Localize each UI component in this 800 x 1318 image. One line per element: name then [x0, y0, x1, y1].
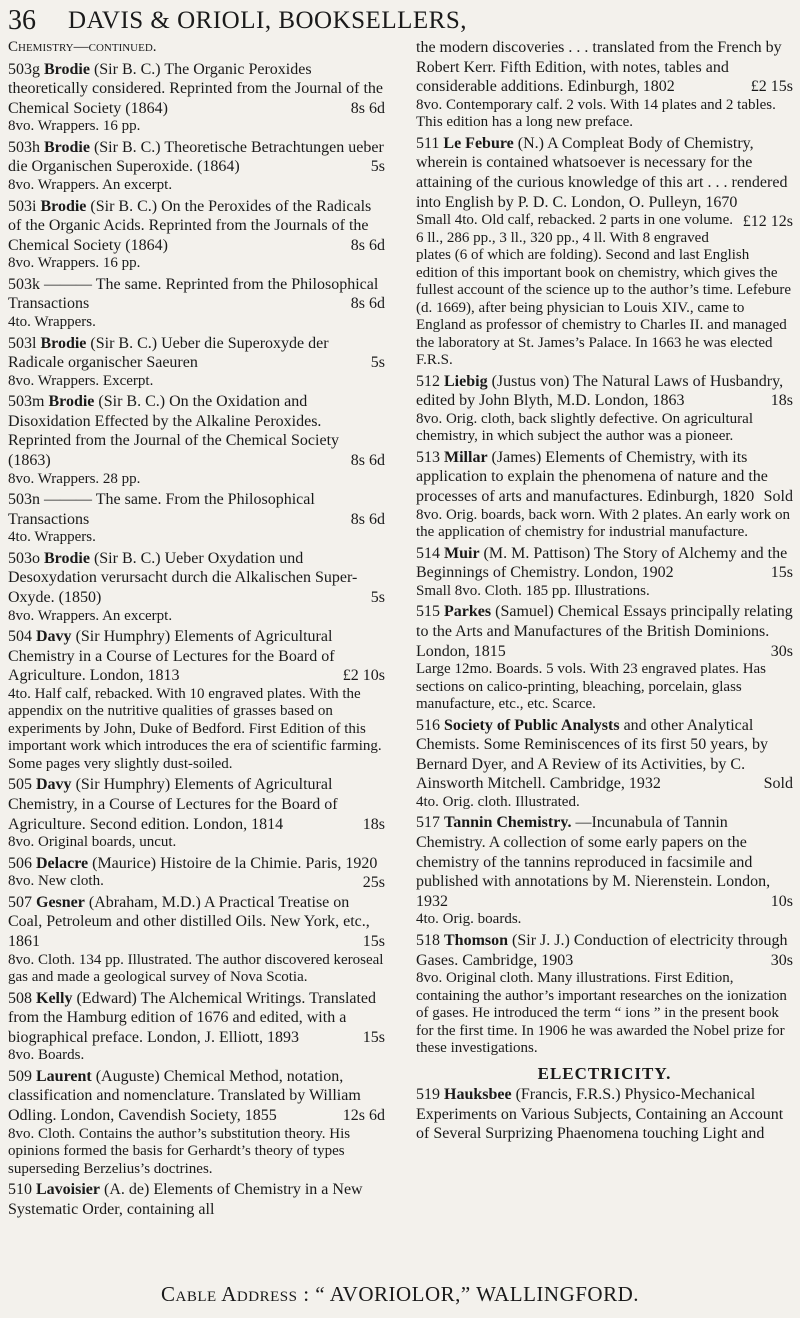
- entry-number: 503k: [8, 275, 40, 293]
- entry-author: Brodie: [44, 549, 90, 567]
- entry-price: 8s 6d: [350, 295, 385, 313]
- entry-title: (James) Elements of Chemistry, with its application to explain the phenomena of nature and the processes of arts and manufactures. Edinburgh, 1820: [416, 448, 768, 506]
- page-footer: [0, 1282, 800, 1307]
- entry-title: (Sir Humphry) Elements of Agricultural Chemistry, in a Course of Lectures for the Board of Agriculture. Second edition. London, 1814: [8, 776, 338, 833]
- entry-price: 8s 6d: [350, 236, 385, 254]
- catalogue-entry: [416, 602, 793, 713]
- entry-number: 518: [416, 931, 440, 949]
- entry-author: Muir: [444, 544, 480, 562]
- entry-number: 513: [416, 448, 440, 466]
- catalogue-entry: [416, 544, 793, 601]
- entry-price: 5s: [370, 588, 385, 606]
- entry-price: 12s 6d: [342, 1106, 385, 1124]
- entry-number: 517: [416, 814, 440, 832]
- cable-address: “ AVORIOLOR,” WALLINGFORD.: [315, 1282, 639, 1306]
- catalogue-entry: [8, 893, 385, 987]
- entry-title: (N.) A Compleat Body of Chemistry, wherein is contained whatsoever is necessary for the attaining of the curious knowledge of this art . . . rendered into English by P. D. C. London, O. Pulleyn, 1670: [416, 134, 788, 211]
- entry-author: Davy: [36, 776, 72, 794]
- entry-price: 8s 6d: [350, 452, 385, 469]
- entry-price: 18s: [362, 815, 385, 833]
- entry-title: (Sir J. J.) Conduction of electricity through Gases. Cambridge, 1903: [416, 931, 788, 969]
- catalogue-entry: [8, 1067, 385, 1178]
- entry-price: 25s: [362, 874, 385, 892]
- entry-number: 505: [8, 776, 32, 794]
- entry-description: 8vo. Wrappers. An excerpt.: [8, 177, 173, 194]
- cable-address-label: Cable Address :: [161, 1282, 310, 1306]
- entry-title: (Maurice) Histoire de la Chimie. Paris, 1920: [92, 854, 378, 872]
- entry-price: 18s: [770, 392, 793, 410]
- catalogue-entry: [8, 197, 385, 273]
- entry-number: 512: [416, 372, 440, 390]
- entry-author: Brodie: [40, 197, 87, 215]
- entry-description: 8vo. Cloth. Contains the author’s substitution theory. His opinions formed the basis for Gerhardt’s theory of types superseding Berzelius’s doctrines.: [8, 1125, 351, 1177]
- entry-title: and other Analytical Chemists. Some Reminiscences of its first 50 years, by Bernard Dyer, and A Review of its Activities, by C. Ainsworth Mitchell. Cambridge, 1932: [416, 716, 768, 793]
- entry-number: 515: [416, 603, 440, 621]
- catalogue-entry: [416, 448, 793, 542]
- entry-number: 503g: [8, 60, 40, 78]
- entry-price: 30s: [770, 951, 793, 969]
- entry-title: (Sir B. C.) On the Peroxides of the Radicals of the Organic Acids. Reprinted from the Journals of the Chemical Society (1864): [8, 197, 372, 254]
- entry-title: (Edward) The Alchemical Writings. Translated from the Hamburg edition of 1676 and edited, with a biographical preface. London, J. Elliott, 1893: [8, 989, 377, 1046]
- entry-author: Kelly: [36, 989, 73, 1007]
- continuation-price: £2 15s: [750, 78, 793, 96]
- entry-title: (Auguste) Chemical Method, notation, classification and nomenclature. Translated by William Odling. London, Cavendish Society, 1855: [8, 1067, 361, 1124]
- entry-author: Davy: [36, 628, 72, 646]
- entry-description: 4to. Orig. boards.: [416, 911, 522, 928]
- entry-description: 8vo. Wrappers. 16 pp.: [8, 118, 141, 135]
- entry-title: (Sir B. C.) The Organic Peroxides theoretically considered. Reprinted from the Journal of the Chemical Society (1864): [8, 60, 383, 117]
- catalogue-entry: [416, 813, 793, 928]
- continuation-head: Chemistry—continued.: [8, 39, 157, 55]
- entry-author: Delacre: [36, 854, 89, 872]
- entry-description: Small 8vo. Cloth. 185 pp. Illustrations.: [416, 582, 650, 599]
- entry-title: (Francis, F.R.S.) Physico-Mechanical Experiments on Various Subjects, Containing an Account of Several Surprizing Phaenomena touching Light and: [416, 1086, 784, 1143]
- catalogue-entry: [416, 931, 793, 1058]
- entry-number: 508: [8, 989, 32, 1007]
- entry-title: (Sir Humphry) Elements of Agricultural Chemistry in a Course of Lectures for the Board of Agriculture. London, 1813: [8, 628, 335, 685]
- entry-title: (Sir B. C.) On the Oxidation and Disoxidation Effected by the Alkaline Peroxides. Reprinted from the Journal of the Chemical Society (1863): [8, 393, 340, 469]
- entry-title: (Justus von) The Natural Laws of Husbandry, edited by John Blyth, M.D. London, 1863: [416, 372, 784, 410]
- entry-description: 4to. Wrappers.: [8, 314, 96, 331]
- entry-title: (Sir B. C.) Ueber die Superoxyde der Radicale organischer Saeuren: [8, 334, 329, 372]
- catalogue-entry: [8, 138, 385, 195]
- entry-author: Society of Public Analysts: [444, 716, 620, 734]
- continuation-text: the modern discoveries . . . translated from the French by Robert Kerr. Fifth Edition, with notes, tables and considerable additions. Edinburgh, 1802: [416, 39, 782, 96]
- entry-title: (Samuel) Chemical Essays principally relating to the Arts and Manufactures of the British Dominions. London, 1815: [416, 603, 793, 660]
- catalogue-entry: [8, 989, 385, 1065]
- page-number: 36: [8, 5, 36, 36]
- entry-author: Brodie: [44, 138, 90, 156]
- entry-price: 30s: [770, 642, 793, 660]
- catalogue-entry: [8, 490, 385, 547]
- entry-description: 8vo. Original boards, uncut.: [8, 834, 177, 851]
- catalogue-entry: [8, 1180, 385, 1219]
- entry-number: 504: [8, 628, 32, 646]
- entry-description: 8vo. Wrappers. 28 pp.: [8, 470, 141, 487]
- entry-number: 503o: [8, 549, 40, 567]
- entry-price: Sold: [763, 488, 793, 506]
- entry-price: £12 12s: [742, 213, 793, 231]
- catalogue-entry: [416, 372, 793, 446]
- entry-author: Le Febure: [443, 134, 514, 152]
- entry-title: ——— The same. From the Philosophical Transactions: [8, 491, 315, 528]
- continuation-entry: [416, 38, 793, 132]
- entry-price: 15s: [770, 564, 793, 582]
- entry-number: 516: [416, 716, 440, 734]
- entry-description: 8vo. Wrappers. Excerpt.: [8, 372, 154, 389]
- entry-price: 8s 6d: [350, 99, 385, 117]
- entry-price: 5s: [370, 158, 385, 176]
- entry-author: Brodie: [40, 334, 87, 352]
- left-column: [8, 38, 385, 1221]
- entry-description: Large 12mo. Boards. 5 vols. With 23 engraved plates. Has sections on calico-printing, bleaching, porcelain, glass manufacture, etc., etc. Scarce.: [416, 661, 767, 713]
- continuation-desc: 8vo. Contemporary calf. 2 vols. With 14 plates and 2 tables. This edition has a long new preface.: [416, 96, 776, 131]
- entry-description: 4to. Half calf, rebacked. With 10 engraved plates. With the appendix on the nutritive qualities of grasses based on experiments by John, Duke of Bedford. First Edition of this important work which introduces the era of scientific farming. Some pages very slightly dust-soiled.: [8, 685, 382, 772]
- entry-description: 4to. Wrappers.: [8, 529, 96, 546]
- entry-description: 8vo. Wrappers. An excerpt.: [8, 607, 173, 624]
- entry-price: 15s: [362, 932, 385, 950]
- entry-number: 503i: [8, 197, 37, 215]
- entry-number: 503n: [8, 491, 40, 509]
- entry-title: (A. de) Elements of Chemistry in a New Systematic Order, containing all: [8, 1181, 363, 1218]
- entry-price: 8s 6d: [350, 510, 385, 528]
- entry-number: 503l: [8, 334, 37, 352]
- catalogue-entry: [416, 134, 793, 370]
- entry-author: Lavoisier: [36, 1181, 100, 1199]
- entry-description: Small 4to. Old calf, rebacked. 2 parts in one volume. 6 ll., 286 pp., 3 ll., 320 pp., 4 ll. With 8 engraved plates (6 of which are folding). Second and last English edition of this important book on chemistry, which gives the fullest account of the science up to the author’s time. Lefebure (d. 1669), after being physician to Louis XIV., came to England as professor of chemistry to Charles II. and managed the laboratory at St. James’s Palace. In 1663 he was elected F.R.S.: [416, 212, 791, 369]
- right-column: [416, 38, 793, 1146]
- catalogue-entry: [8, 60, 385, 136]
- entry-author: Millar: [444, 448, 488, 466]
- entry-title: (Abraham, M.D.) A Practical Treatise on Coal, Petroleum and other distilled Oils. New York, etc., 1861: [8, 893, 370, 950]
- entry-author: Parkes: [444, 603, 492, 621]
- catalogue-entry: [8, 334, 385, 391]
- entry-number: 506: [8, 854, 32, 872]
- catalogue-entry: [8, 275, 385, 332]
- entry-number: 514: [416, 544, 440, 562]
- entry-author: Gesner: [36, 893, 85, 911]
- catalogue-entry: [8, 627, 385, 773]
- entry-number: 503m: [8, 393, 45, 411]
- page-header: [0, 4, 800, 38]
- entry-author: Liebig: [444, 372, 488, 390]
- entry-author: Tannin Chemistry.: [444, 814, 572, 832]
- catalogue-entry: [416, 716, 793, 812]
- entry-price: 15s: [362, 1028, 385, 1046]
- entry-description: 8vo. Original cloth. Many illustrations. First Edition, containing the author’s important researches on the ionization of gases. He introduced the term “ ions ” in the present book for the first time. In 1906 he was awarded the Nobel prize for these investigations.: [416, 970, 787, 1057]
- entry-number: 511: [416, 134, 440, 152]
- entry-title: ——— The same. Reprinted from the Philosophical Transactions: [8, 275, 379, 313]
- catalogue-entry: [8, 549, 385, 625]
- entry-description: 4to. Orig. cloth. Illustrated.: [416, 793, 580, 810]
- catalogue-entry: [416, 1085, 793, 1144]
- entry-author: Laurent: [36, 1067, 92, 1085]
- entry-author: Brodie: [48, 393, 95, 411]
- entry-number: 510: [8, 1181, 32, 1199]
- section-heading: ELECTRICITY.: [537, 1063, 672, 1083]
- entry-price: £2 10s: [342, 667, 385, 685]
- entry-title: —Incunabula of Tannin Chemistry. A collection of some early papers on the chemistry of the tannins reproduced in facsimile and published with annotations by M. Nierenstein. London, 1932: [416, 814, 771, 910]
- entry-description: 8vo. Orig. boards, back worn. With 2 plates. An early work on the application of chemistry for industrial manufacture.: [416, 506, 791, 541]
- entry-description: 8vo. Orig. cloth, back slightly defective. On agricultural chemistry, in which subject the author was a pioneer.: [416, 410, 753, 445]
- entry-author: Thomson: [444, 931, 509, 949]
- entry-number: 503h: [8, 138, 40, 156]
- catalogue-entry: [8, 392, 385, 488]
- catalogue-entry: [8, 775, 385, 851]
- entry-description: 8vo. New cloth.: [8, 873, 104, 890]
- entry-price: 5s: [370, 354, 385, 372]
- entry-description: 8vo. Wrappers. 16 pp.: [8, 255, 141, 272]
- entry-author: Brodie: [44, 60, 90, 78]
- entry-price: Sold: [763, 775, 793, 793]
- catalogue-entry: [8, 854, 385, 891]
- entry-number: 519: [416, 1086, 440, 1104]
- entry-price: 10s: [770, 892, 793, 910]
- entry-author: Hauksbee: [444, 1086, 512, 1104]
- bookseller-header: DAVIS & ORIOLI, BOOKSELLERS,: [68, 7, 467, 34]
- entry-description: 8vo. Boards.: [8, 1047, 85, 1064]
- entry-title: (Sir B. C.) Theoretische Betrachtungen ueber die Organischen Superoxide. (1864): [8, 138, 384, 176]
- entry-description: 8vo. Cloth. 134 pp. Illustrated. The author discovered keroseal gas and made a geological survey of Nova Scotia.: [8, 951, 384, 985]
- entry-title: (M. M. Pattison) The Story of Alchemy and the Beginnings of Chemistry. London, 1902: [416, 544, 788, 582]
- entry-number: 507: [8, 893, 32, 911]
- entry-number: 509: [8, 1067, 32, 1085]
- entry-title: (Sir B. C.) Ueber Oxydation und Desoxydation verursacht durch die Alkalischen Super-Oxyde. (1850): [8, 549, 358, 606]
